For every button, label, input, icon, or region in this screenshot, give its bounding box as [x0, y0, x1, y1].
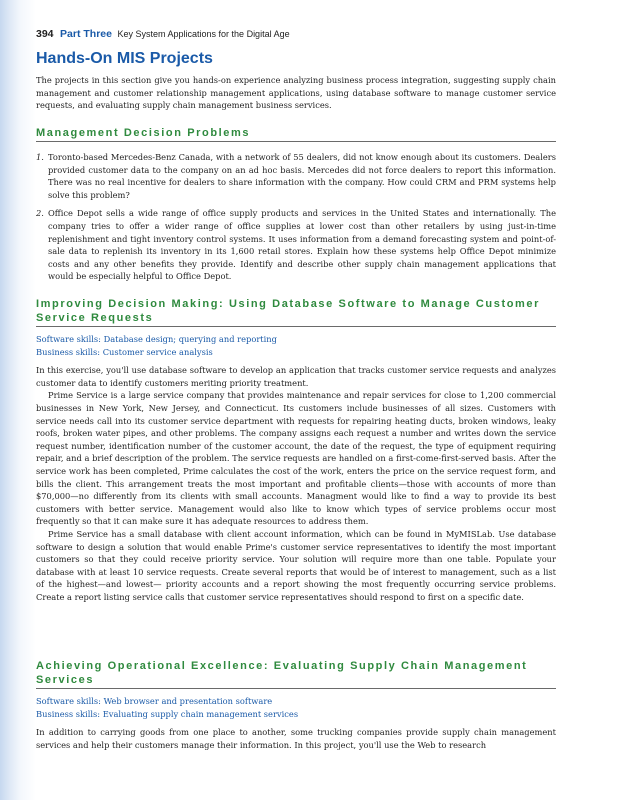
- list-number: 1.: [36, 152, 44, 162]
- intro-section: [36, 74, 556, 112]
- software-skills: Software skills: Web browser and presentation software: [36, 696, 273, 706]
- part-label: Part Three: [60, 28, 112, 40]
- management-section: [36, 126, 556, 283]
- running-header: [36, 28, 556, 42]
- improving-section: [36, 297, 556, 603]
- body-paragraph: Prime Service has a small database with client account information, which can be found in MyMISLab. Use database software to design a solution that would enable Prime's customer service representatives to identify the most important customers so that they could receive priority service. Your solution will require more than one table. Populate your database with at least 10 service requests. Create several reports that would be of interest to management, such as a list of the highest—and lowest— priority accounts and a report showing the most frequently occurring service problems. Create a report listing service calls that customer service representatives should respond to first on a specific date.: [36, 528, 556, 602]
- management-heading: Management Decision Problems: [36, 126, 556, 142]
- body-paragraph: In addition to carrying goods from one place to another, some trucking companies provide supply chain management services and help their customers manage their information. In this project, you'll use the Web to research: [36, 727, 556, 750]
- business-skills: Business skills: Evaluating supply chain management services: [36, 708, 299, 719]
- page-title: Hands-On MIS Projects: [36, 50, 213, 67]
- achieving-section: [36, 659, 556, 751]
- body-paragraph: Prime Service is a large service company that provides maintenance and repair services for close to 1,200 commercial businesses in New York, New Jersey, and Connecticut. Its customers include businesses of all sizes. Customers with service needs call into its customer service department with requests for repairing heating ducts, broken windows, leaky roofs, broken water pipes, and other problems. The company assigns each request a number and writes down the service request number, identification number of the customer account, the date of the request, the type of equipment requiring repair, and a brief description of the problem. The service requests are handled on a first-come-first-served basis. After the service work has been completed, Prime calculates the cost of the work, enters the price on the service request form, and bills the client. This arrangement treats the most important and profitable clients—those with accounts of more than $70,000—no differently from its clients with small accounts. Managment would like to find a way to provide its best customers with better service. Management would also like to know which types of service problems occur most frequently so that it can make sure it has adequate resources to address them.: [36, 390, 556, 527]
- improving-heading: Improving Decision Making: Using Database Software to Manage Customer Service Requests: [36, 297, 556, 327]
- body-paragraph: In this exercise, you'll use database software to develop an application that tracks customer service requests and analyzes customer data to identify customers meriting priority treatment.: [36, 365, 556, 388]
- list-text: Office Depot sells a wide range of office supply products and services in the United States and internationally. The company tries to offer a wider range of office supplies at lower cost than other retailers by using just-in-time replenishment and tight inventory control systems. It uses information from a demand forecasting system and point-of-sale data to replenish its inventory in its 1,600 retail stores. Explain how these systems help Office Depot minimize costs and any other benefits they provide. Identify and describe other supply chain management applications that would be especially helpful to Office Depot.: [48, 208, 556, 282]
- list-text: Toronto-based Mercedes-Benz Canada, with a network of 55 dealers, did not know enough about its customers. Dealers provided customer data to the company on an ad hoc basis. Mercedes did not force dealers to report this information. There was no real incentive for dealers to share information with the company. How could CRM and PRM systems help solve this problem?: [48, 152, 556, 200]
- page-number: 394: [36, 28, 54, 40]
- skills-block: [36, 333, 556, 358]
- achieving-heading: Achieving Operational Excellence: Evaluating Supply Chain Management Services: [36, 659, 556, 689]
- intro-paragraph: The projects in this section give you hands-on experience analyzing business process integration, suggesting supply chain management and customer relationship management applications, using database software to manage customer service requests, and evaluating supply chain management business services.: [36, 75, 556, 111]
- skills-block: [36, 695, 556, 720]
- list-item: [36, 207, 556, 283]
- list-number: 2.: [36, 208, 44, 219]
- part-title: Key System Applications for the Digital Age: [117, 29, 290, 39]
- business-skills: Business skills: Customer service analysis: [36, 346, 213, 357]
- list-item: [36, 151, 556, 201]
- software-skills: Software skills: Database design; querying and reporting: [36, 334, 277, 344]
